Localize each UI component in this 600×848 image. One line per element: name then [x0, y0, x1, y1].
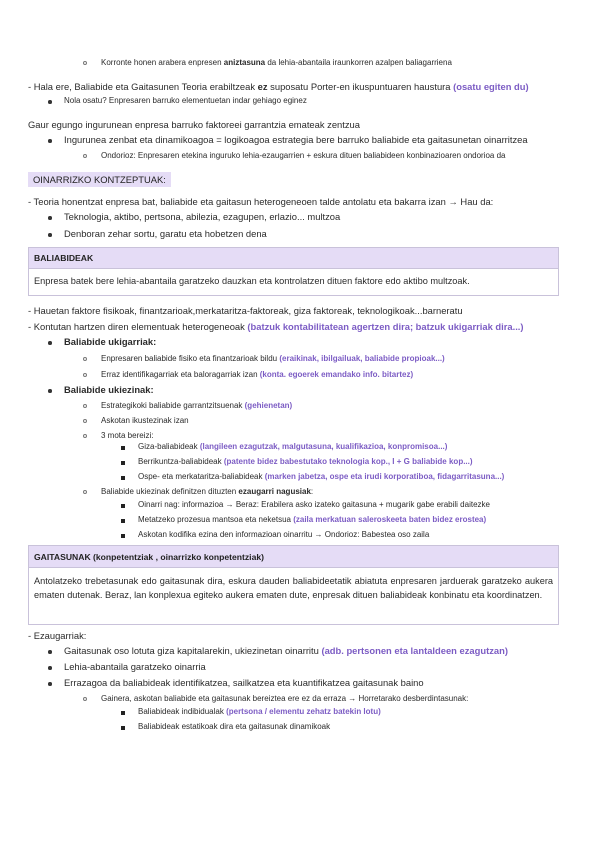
sub-bullet-circle — [83, 357, 87, 361]
text-line: Lehia-abantaila garatzeko oinarria — [64, 661, 206, 672]
bullet-dot — [48, 650, 52, 654]
text-line: Baliabide ukiezinak definitzen dituzten ezaugarri nagusiak: — [101, 487, 314, 496]
sub-bullet-circle — [83, 697, 87, 701]
sub-sub-bullet-square — [121, 711, 125, 715]
text-line: Berrikuntza-baliabideak (patente bidez babestutako teknologia kop., I + G baliabide kop...) — [138, 457, 473, 466]
text-line: Baliabideak estatikoak dira eta gaitasunak dinamikoak — [138, 722, 331, 731]
text-line: Estrategikoki baliabide garrantzitsuenak (gehienetan) — [101, 401, 293, 410]
bullet-dot — [48, 216, 52, 220]
sub-sub-bullet-square — [121, 446, 125, 450]
sub-bullet-circle — [83, 373, 87, 377]
baliabideak-definition-box — [28, 247, 559, 296]
bullet-dot — [48, 389, 52, 393]
text-line: Enpresaren baliabide fisiko eta finantzarioak bildu (eraikinak, ibilgailuak, baliabide propioak...) — [101, 354, 445, 363]
gaitasunak-definition-box — [28, 545, 559, 625]
box-body: Enpresa batek bere lehia-abantaila garatzeko dauzkan eta kontrolatzen dituen faktore edo aktibo multzoak. — [34, 276, 470, 286]
bullet-dot — [48, 666, 52, 670]
text-line: - Kontutan hartzen diren elementuak heterogeneoak (batzuk kontabilitatean agertzen dira; batzuk ukigarriak dira...) — [28, 321, 524, 332]
text-line: Metatzeko prozesua mantsoa eta neketsua (zaila merkatuan saleroskeeta baten bidez erostea) — [138, 515, 487, 524]
text-line: Baliabide ukigarriak: — [64, 336, 157, 347]
text-line: Denboran zehar sortu, garatu eta hobetzen dena — [64, 228, 267, 239]
text-line: Gainera, askotan baliabide eta gaitasunak bereiztea ere ez da erraza → Horretarako desberdintasunak: — [101, 694, 469, 703]
text-line: Oinarri nag: informazioa → Beraz: Erabilera asko izateko gaitasuna + mugarik gabe erabili daitezke — [138, 500, 490, 509]
sub-bullet-circle — [83, 419, 87, 423]
bullet-dot — [48, 341, 52, 345]
text-line: Gaur egungo ingurunean enpresa barruko faktoreei garrantzia emateak zentzua — [28, 119, 360, 130]
text-line: Ondorioz: Enpresaren etekina inguruko lehia-ezaugarrien + eskura dituen baliabideen konbinazioaren ondorioa da — [101, 151, 506, 160]
text-line: - Hala ere, Baliabide eta Gaitasunen Teoria erabiltzeak ez suposatu Porter-en ikuspuntuaren haustura (osatu egiten du) — [28, 81, 529, 92]
sub-sub-bullet-square — [121, 504, 125, 508]
box-heading: GAITASUNAK (konpetentziak , oinarrizko konpetentziak) — [29, 546, 558, 568]
text-line: Ingurunea zenbat eta dinamikoagoa = logikoagoa estrategia bere barruko baliabide eta gaitasunetan oinarritzea — [64, 134, 528, 145]
sub-bullet-circle — [83, 434, 87, 438]
sub-sub-bullet-square — [121, 534, 125, 538]
sub-bullet-circle — [83, 154, 87, 158]
sub-sub-bullet-square — [121, 461, 125, 465]
sub-bullet-circle — [83, 490, 87, 494]
text-line: Baliabideak indibidualak (pertsona / elementu zehatz batekin lotu) — [138, 707, 381, 716]
bullet-dot — [48, 139, 52, 143]
box-body: Antolatzeko trebetasunak edo gaitasunak dira, eskura dauden baliabideetatik abiatuta enpresaren jarduerak garatzeko aukera ematen dutenak. Beraz, lan konplexua egiteko aukera ematen dute, enpresak dituen baliabideak konbinatu eta koordinatzen. — [34, 576, 553, 601]
text-line: Giza-baliabideak (langileen ezagutzak, malgutasuna, kualifikazioa, konpromisoa...) — [138, 442, 448, 451]
text-line: Baliabide ukiezinak: — [64, 384, 154, 395]
box-heading: BALIABIDEAK — [29, 248, 558, 269]
text-line: Erraz identifikagarriak eta baloragarriak izan (konta. egoerek emandako info. bitartez) — [101, 370, 414, 379]
bullet-dot — [48, 233, 52, 237]
text-line: - Teoria honentzat enpresa bat, baliabide eta gaitasun heterogeneoen talde antolatu eta bakarra izan → Hau da: — [28, 196, 494, 207]
sub-sub-bullet-square — [121, 726, 125, 730]
text-line: Gaitasunak oso lotuta giza kapitalarekin, ukiezinetan oinarritu (adb. pertsonen eta lantaldeen ezagutzan) — [64, 645, 508, 656]
sub-sub-bullet-square — [121, 519, 125, 523]
text-line: Askotan ikustezinak izan — [101, 416, 189, 425]
text-line: Korronte honen arabera enpresen aniztasuna da lehia-abantaila iraunkorren azalpen baliagarriena — [101, 58, 452, 67]
text-line: - Ezaugarriak: — [28, 630, 87, 641]
text-line: Askotan kodifika ezina den informazioan oinarritu → Ondorioz: Babestea oso zaila — [138, 530, 430, 539]
text-line: Nola osatu? Enpresaren barruko elementuetan indar gehiago eginez — [64, 96, 307, 105]
bullet-dot — [48, 100, 52, 104]
text-line: Ospe- eta merkataritza-baliabideak (marken jabetza, ospe eta irudi korporatiboa, fidagarritasuna...) — [138, 472, 505, 481]
text-line: - Hauetan faktore fisikoak, finantzarioak,merkataritza-faktoreak, giza faktoreak, teknologikoak...barneratu — [28, 305, 463, 316]
bullet-dot — [48, 682, 52, 686]
sub-sub-bullet-square — [121, 476, 125, 480]
sub-bullet-circle — [83, 404, 87, 408]
sub-bullet-circle — [83, 61, 87, 65]
text-line: Errazagoa da baliabideak identifikatzea, sailkatzea eta kuantifikatzea gaitasunak baino — [64, 677, 424, 688]
text-line: 3 mota bereizi: — [101, 431, 154, 440]
text-line: Teknologia, aktibo, pertsona, abilezia, ezagupen, erlazio... multzoa — [64, 211, 341, 222]
section-tag-oinarrizko-kontzeptuak: OINARRIZKO KONTZEPTUAK: — [28, 172, 171, 187]
